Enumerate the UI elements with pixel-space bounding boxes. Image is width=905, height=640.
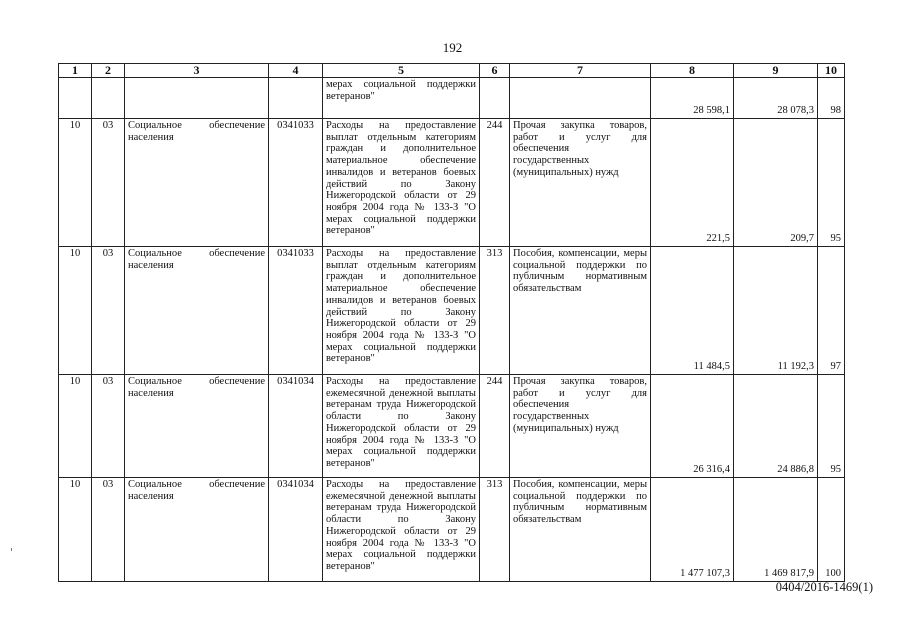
subsection-name-cell [125, 78, 269, 119]
percent-cell: 97 [818, 247, 845, 375]
planned-amount-cell: 26 316,4 [651, 375, 734, 478]
column-header: 9 [734, 64, 818, 78]
column-header: 5 [323, 64, 480, 78]
table-header-row [59, 64, 845, 78]
section-code-cell: 10 [59, 247, 92, 375]
table-row [59, 478, 845, 582]
subsection-name-cell: Социальное обеспечение населения [125, 119, 269, 247]
target-article-cell: 0341033 [269, 247, 323, 375]
column-header: 7 [510, 64, 651, 78]
percent-cell: 95 [818, 375, 845, 478]
scan-speck [11, 548, 12, 551]
actual-amount-cell: 24 886,8 [734, 375, 818, 478]
planned-amount-cell: 28 598,1 [651, 78, 734, 119]
target-article-cell: 0341034 [269, 478, 323, 582]
column-header: 10 [818, 64, 845, 78]
subsection-code-cell: 03 [92, 375, 125, 478]
target-article-cell: 0341034 [269, 375, 323, 478]
target-article-cell: 0341033 [269, 119, 323, 247]
column-header: 2 [92, 64, 125, 78]
subsection-code-cell [92, 78, 125, 119]
expense-type-code-cell: 244 [480, 375, 510, 478]
column-header: 4 [269, 64, 323, 78]
article-name-cell: мерах социальной поддержки ветеранов" [323, 78, 480, 119]
column-header: 1 [59, 64, 92, 78]
percent-cell: 100 [818, 478, 845, 582]
section-code-cell: 10 [59, 478, 92, 582]
column-header: 3 [125, 64, 269, 78]
section-code-cell: 10 [59, 375, 92, 478]
page-number: 192 [442, 40, 463, 55]
planned-amount-cell: 221,5 [651, 119, 734, 247]
expense-type-code-cell: 244 [480, 119, 510, 247]
table-row [59, 78, 845, 119]
planned-amount-cell: 1 477 107,3 [651, 478, 734, 582]
expense-type-name-cell: Прочая закупка товаров, работ и услуг для обеспечения государственных (муниципальных) нужд [510, 119, 651, 247]
expense-type-code-cell: 313 [480, 478, 510, 582]
article-name-cell: Расходы на предоставление выплат отдельным категориям граждан и дополнительное материальное обеспечение инвалидов и ветеранов боевых действий по Закону Нижегородской области от 29 ноября 2004 года № 133-З "О мерах социальной поддержки ветеранов" [323, 119, 480, 247]
expense-type-name-cell: Пособия, компенсации, меры социальной поддержки по публичным нормативным обязательствам [510, 247, 651, 375]
actual-amount-cell: 1 469 817,9 [734, 478, 818, 582]
expense-type-name-cell: Прочая закупка товаров, работ и услуг для обеспечения государственных (муниципальных) нужд [510, 375, 651, 478]
subsection-code-cell: 03 [92, 119, 125, 247]
expense-type-name-cell: Пособия, компенсации, меры социальной поддержки по публичным нормативным обязательствам [510, 478, 651, 582]
actual-amount-cell: 209,7 [734, 119, 818, 247]
target-article-cell [269, 78, 323, 119]
actual-amount-cell: 11 192,3 [734, 247, 818, 375]
actual-amount-cell: 28 078,3 [734, 78, 818, 119]
document-code: 0404/2016-1469(1) [775, 580, 873, 594]
article-name-cell: Расходы на предоставление ежемесячной денежной выплаты ветеранам труда Нижегородской области по Закону Нижегородской области от 29 ноября 2004 года № 133-З "О мерах социальной поддержки ветеранов" [323, 375, 480, 478]
article-name-cell: Расходы на предоставление выплат отдельным категориям граждан и дополнительное материальное обеспечение инвалидов и ветеранов боевых действий по Закону Нижегородской области от 29 ноября 2004 года № 133-З "О мерах социальной поддержки ветеранов" [323, 247, 480, 375]
table-row [59, 247, 845, 375]
subsection-code-cell: 03 [92, 478, 125, 582]
subsection-name-cell: Социальное обеспечение населения [125, 247, 269, 375]
table-row [59, 375, 845, 478]
table-row [59, 119, 845, 247]
expense-type-code-cell [480, 78, 510, 119]
section-code-cell: 10 [59, 119, 92, 247]
expense-type-name-cell [510, 78, 651, 119]
planned-amount-cell: 11 484,5 [651, 247, 734, 375]
percent-cell: 95 [818, 119, 845, 247]
percent-cell: 98 [818, 78, 845, 119]
subsection-name-cell: Социальное обеспечение населения [125, 375, 269, 478]
article-name-cell: Расходы на предоставление ежемесячной денежной выплаты ветеранам труда Нижегородской области по Закону Нижегородской области от 29 ноября 2004 года № 133-З "О мерах социальной поддержки ветеранов" [323, 478, 480, 582]
column-header: 6 [480, 64, 510, 78]
section-code-cell [59, 78, 92, 119]
column-header: 8 [651, 64, 734, 78]
budget-table [58, 63, 845, 582]
subsection-code-cell: 03 [92, 247, 125, 375]
subsection-name-cell: Социальное обеспечение населения [125, 478, 269, 582]
expense-type-code-cell: 313 [480, 247, 510, 375]
